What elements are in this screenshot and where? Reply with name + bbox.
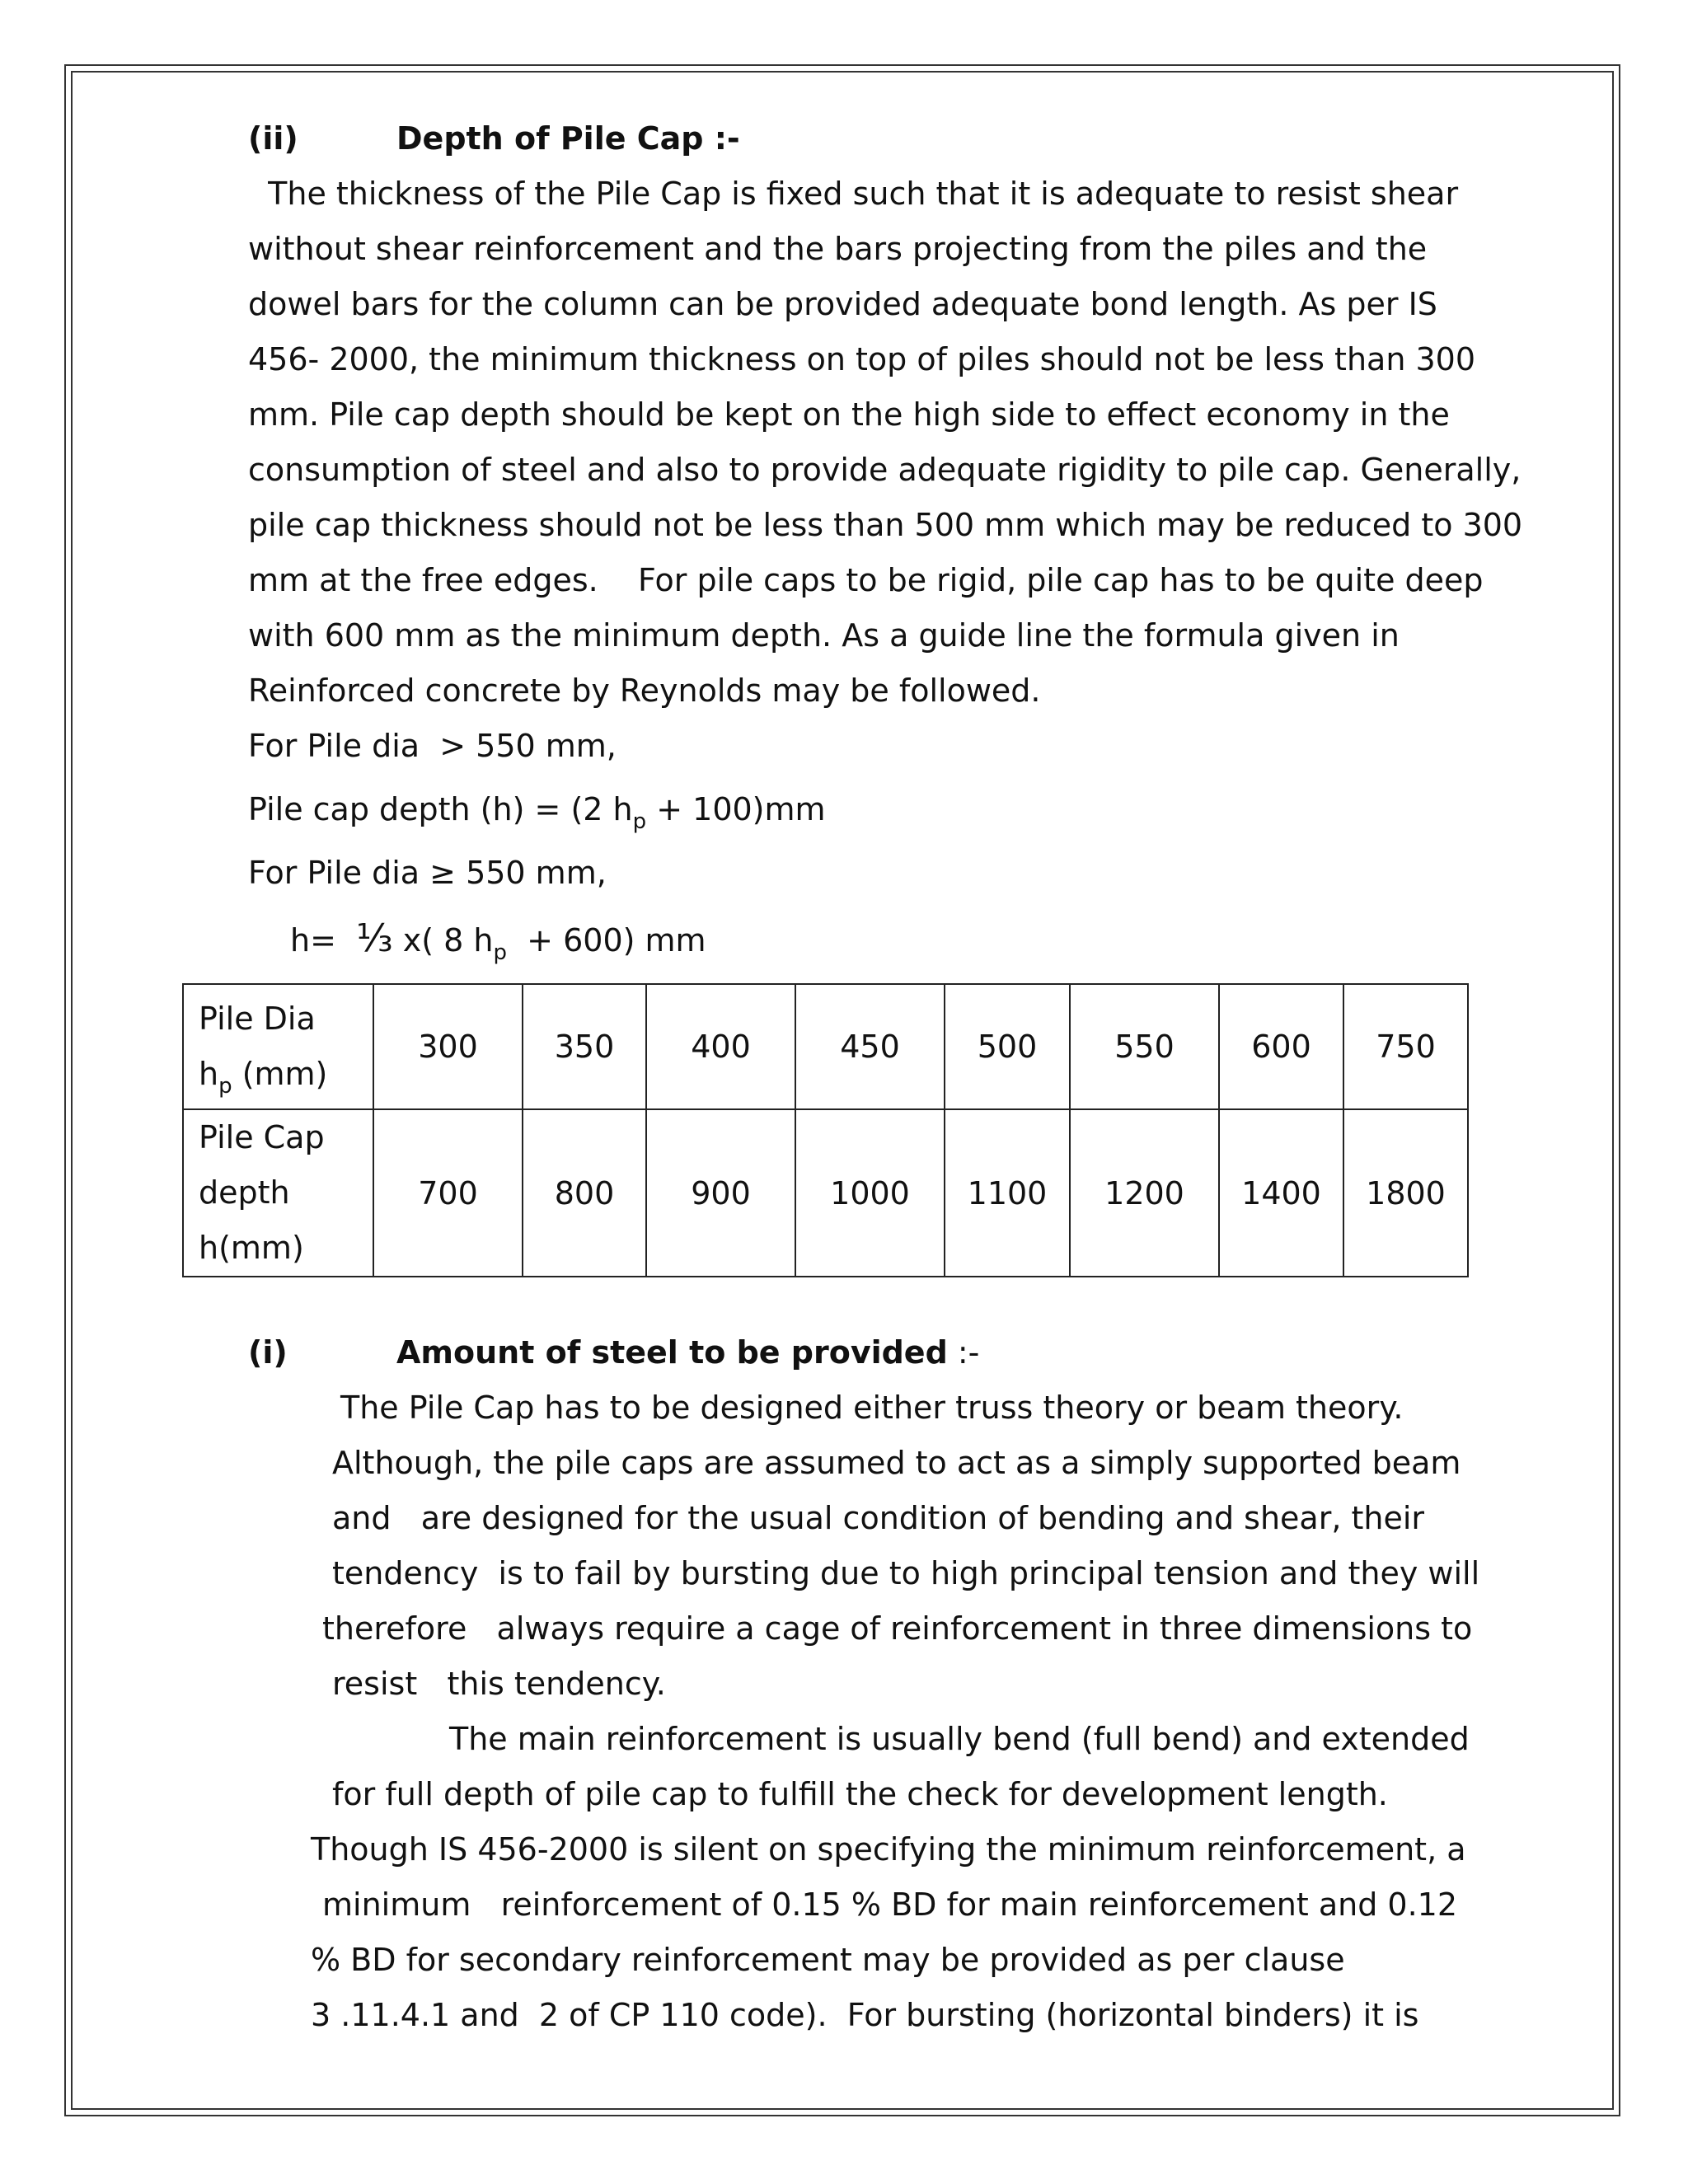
table-cell: 1400 (1219, 1109, 1343, 1277)
table-cell: 1100 (945, 1109, 1070, 1277)
para-ii-line-3: dowel bars for the column can be provided adequate bond length. As per IS (248, 286, 1437, 322)
para-ii-line-1: The thickness of the Pile Cap is fixed such that it is adequate to resist shear (248, 176, 1459, 212)
para-ii-line-10: Reinforced concrete by Reynolds may be followed. (248, 673, 1041, 709)
table-cell: 900 (646, 1109, 795, 1277)
row-label-pile-cap-depth: Pile Cap depth h(mm) (183, 1109, 373, 1277)
para-i-line-9: Though IS 456-2000 is silent on specifying the minimum reinforcement, a (311, 1831, 1466, 1868)
para-ii-line-6: consumption of steel and also to provide adequate rigidity to pile cap. Generally, (248, 452, 1522, 488)
condition-2: For Pile dia ≥ 550 mm, (248, 855, 607, 891)
table-cell: 1800 (1343, 1109, 1468, 1277)
section-i-title: Amount of steel to be provided :- (396, 1334, 980, 1371)
table-cell: 450 (795, 984, 945, 1109)
para-i-line-12: 3 .11.4.1 and 2 of CP 110 code). For bursting (horizontal binders) it is (311, 1997, 1419, 2033)
para-ii-line-9: with 600 mm as the minimum depth. As a guide line the formula given in (248, 617, 1400, 654)
para-i-line-7: The main reinforcement is usually bend (full bend) and extended (449, 1721, 1470, 1757)
section-ii-number: (ii) (248, 120, 298, 157)
row-label-pile-dia: Pile Dia $h_p$ (mm) (183, 984, 373, 1109)
table-cell: 800 (523, 1109, 646, 1277)
para-ii-line-5: mm. Pile cap depth should be kept on the high side to effect economy in the (248, 396, 1450, 433)
table-cell: 500 (945, 984, 1070, 1109)
table-cell: 300 (373, 984, 523, 1109)
para-i-line-5: therefore always require a cage of reinforcement in three dimensions to (322, 1610, 1473, 1647)
formula-1: Pile cap depth (h) = (2 $h_p + 100)mm$ (248, 791, 826, 834)
para-i-line-6: resist this tendency. (332, 1666, 666, 1702)
para-i-line-1: The Pile Cap has to be designed either truss theory or beam theory. (340, 1390, 1404, 1426)
table-cell: 1000 (795, 1109, 945, 1277)
table-cell: 700 (373, 1109, 523, 1277)
para-i-line-3: and are designed for the usual condition of bending and shear, their (332, 1500, 1425, 1536)
para-ii-line-7: pile cap thickness should not be less than 500 mm which may be reduced to 300 (248, 507, 1523, 543)
para-i-line-4: tendency is to fail by bursting due to high principal tension and they will (332, 1555, 1480, 1591)
table-cell: 750 (1343, 984, 1468, 1109)
para-i-line-11: % BD for secondary reinforcement may be provided as per clause (311, 1942, 1345, 1978)
table-cell: 400 (646, 984, 795, 1109)
para-ii-line-8: mm at the free edges. For pile caps to be rigid, pile cap has to be quite deep (248, 562, 1484, 598)
table-cell: 1200 (1070, 1109, 1219, 1277)
condition-1: For Pile dia > 550 mm, (248, 728, 617, 764)
para-i-line-2: Although, the pile caps are assumed to act as a simply supported beam (332, 1445, 1461, 1481)
table-cell: 350 (523, 984, 646, 1109)
pile-cap-depth-table (182, 983, 1469, 1277)
para-i-line-8: for full depth of pile cap to fulfill the check for development length. (332, 1776, 1388, 1812)
para-i-line-10: minimum reinforcement of 0.15 % BD for main reinforcement and 0.12 (322, 1886, 1457, 1923)
table-row (183, 984, 1468, 1109)
table-row (183, 1109, 1468, 1277)
formula-2: h= ⅓ x( 8 $h_p + 600$) mm (290, 916, 706, 965)
para-ii-line-2: without shear reinforcement and the bars projecting from the piles and the (248, 231, 1428, 267)
table-cell: 550 (1070, 984, 1219, 1109)
section-ii-title: Depth of Pile Cap :- (396, 120, 740, 157)
section-i-number: (i) (248, 1334, 288, 1371)
para-ii-line-4: 456- 2000, the minimum thickness on top of piles should not be less than 300 (248, 341, 1476, 377)
table-cell: 600 (1219, 984, 1343, 1109)
